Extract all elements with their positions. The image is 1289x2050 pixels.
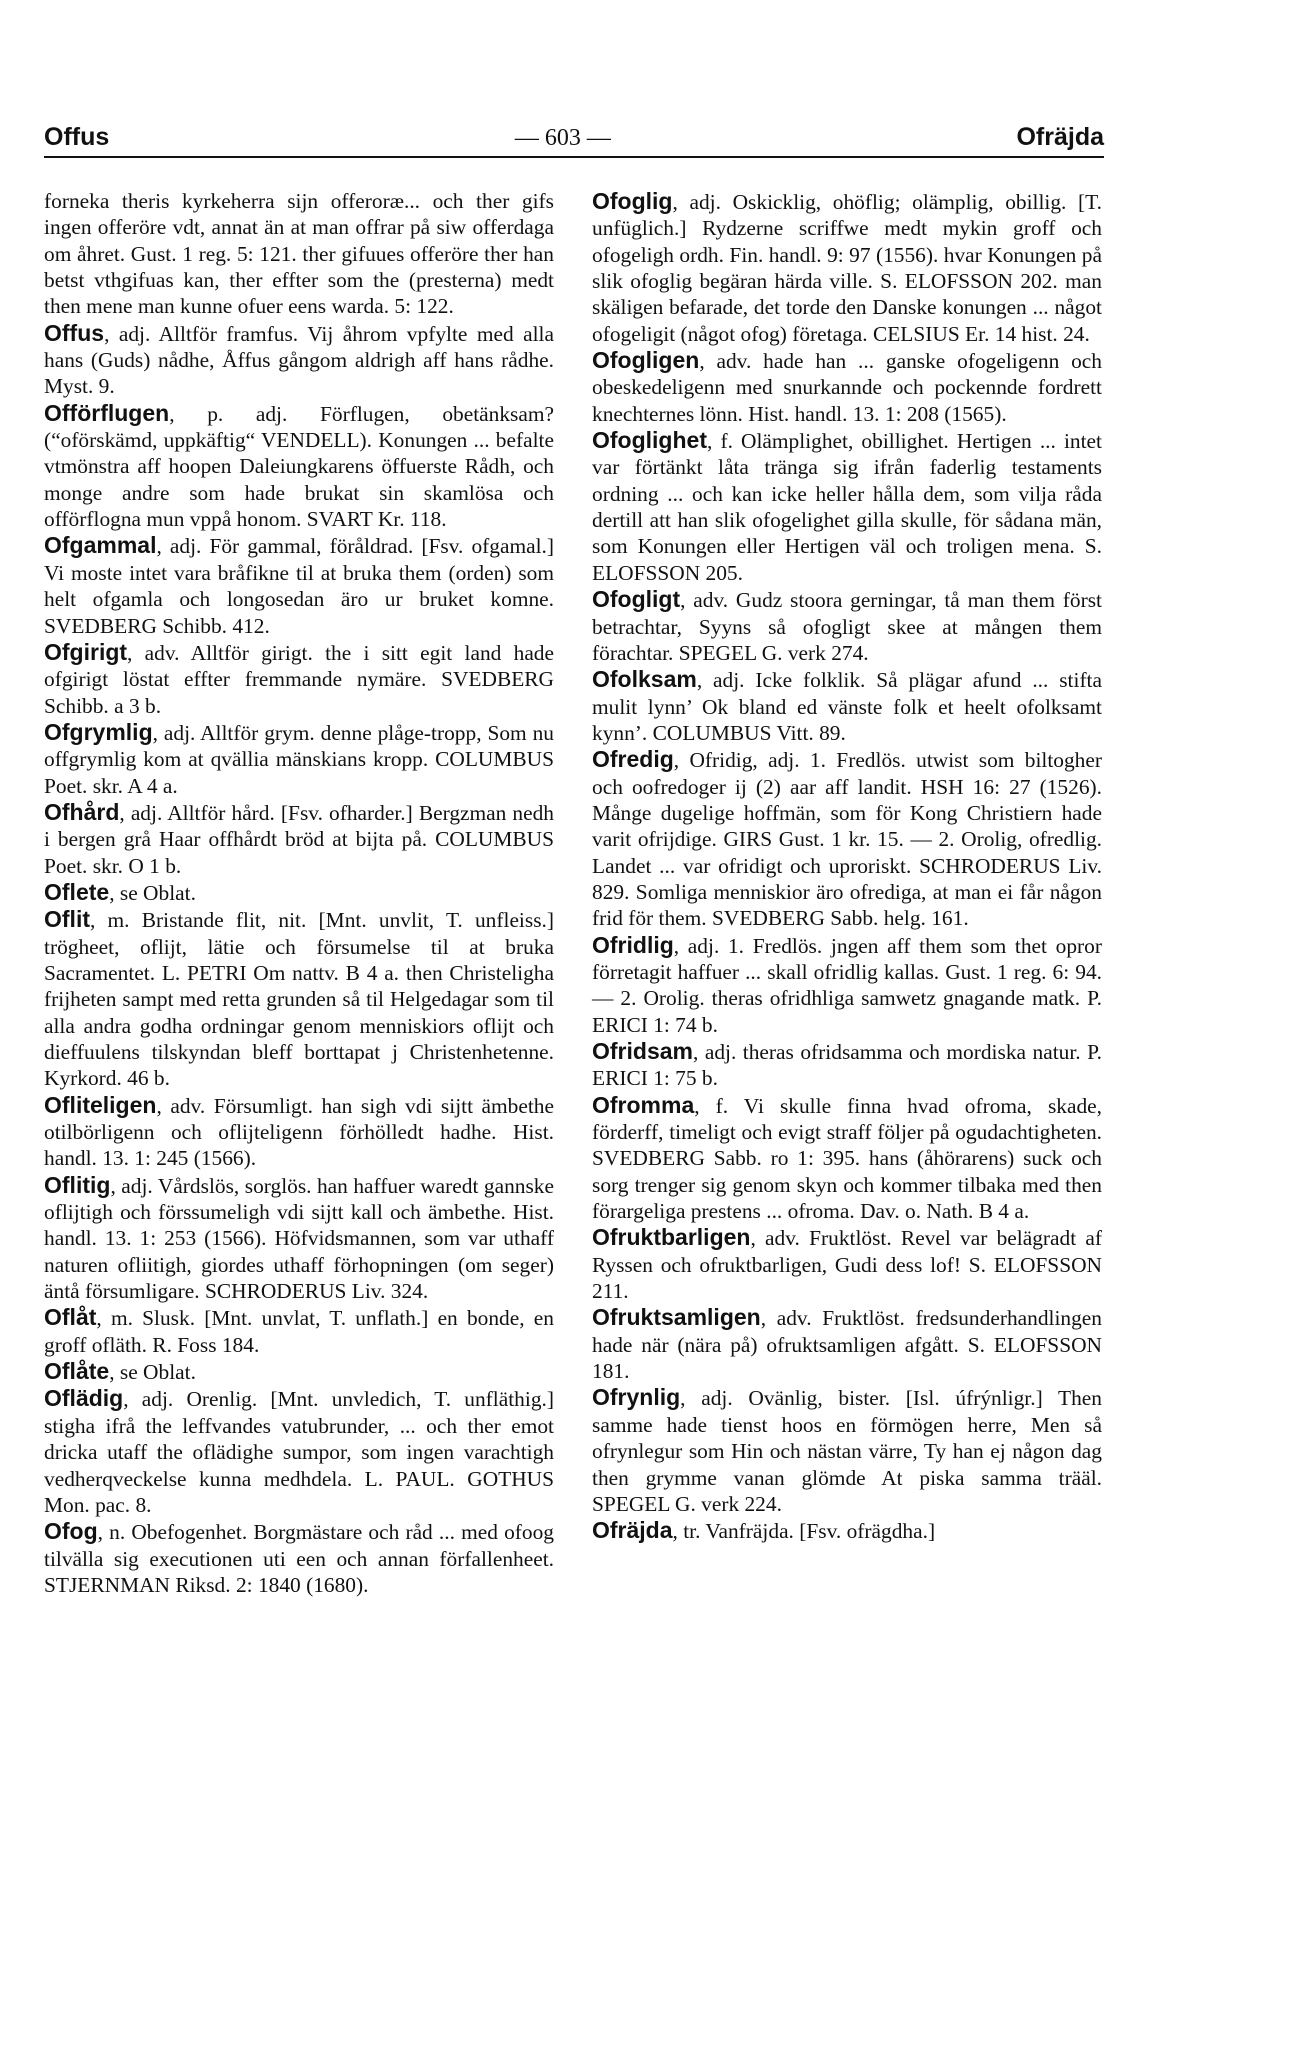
entry-headword: Oflete [44, 878, 110, 905]
running-header [44, 112, 1104, 158]
entry-headword: Ofolksam [592, 666, 697, 693]
entry-headword: Oflitig [44, 1171, 111, 1198]
entry-headword: Oflåt [44, 1304, 97, 1331]
entry-headword: Ofredig [592, 746, 674, 773]
entry-headword: Ofgrymlig [44, 718, 153, 745]
entry-text: Ofoglig, adj. Oskicklig, ohöflig; olämplig, obillig. [T. unfüglich.] Rydzerne scriffwe medt mykin groff och ofogeligh ordh. Fin. handl. 9: 97 (1556). hvar Konungen på slik ofoglig begäran härda ville. S. ELOFSSON 202. man skäligen befarade, det torde den Danske konungen ... något ofogeligit (något ofog) företaga. CELSIUS Er. 14 hist. 24. [592, 188, 1102, 346]
entry-headword: Ofruktsamligen [592, 1304, 761, 1331]
entry-headword: Ofruktbarligen [592, 1224, 751, 1251]
entry-headword: Ofgammal [44, 532, 157, 559]
entry-headword: Ofogligen [592, 347, 700, 374]
entry-headword: Ofoglig [592, 188, 673, 214]
entry-text: forneka theris kyrkeherra sijn offeroræ... och ther gifs ingen offeröre vdt, annat än at man offrar på siw offerdaga om åhret. Gust. 1 reg. 5: 121. ther gifuues offeröre ther han betst vthgifuas kan, ther effter som the (presterna) medt then mene man kunne ofuer eens warda. 5: 122. [44, 189, 554, 319]
entry-text: Ofgirigt, adv. Alltför girigt. the i sitt egit land hade ofgirigt löstat effter fremmande nymäre. SVEDBERG Schibb. a 3 b. [44, 638, 554, 718]
entry-headword: Ofoglighet [592, 427, 707, 454]
entry-text: Oflete, se Oblat. [44, 878, 196, 905]
entry-headword: Ofromma [592, 1091, 695, 1118]
entry-text: Oflåte, se Oblat. [44, 1358, 196, 1385]
entry-headword: Ofliteligen [44, 1091, 157, 1118]
entry-headword: Ofog [44, 1518, 98, 1545]
entry-text: Ofliteligen, adv. Försumligt. han sigh vdi sijtt ämbethe otilbörligenn och oflijteligenn förhölledt hadhe. Hist. handl. 13. 1: 245 (1566). [44, 1091, 554, 1171]
entry-headword: Ofridsam [592, 1038, 693, 1064]
header-right-headword: Ofräjda [1016, 123, 1104, 151]
entry-text: Oflitig, adj. Vårdslös, sorglös. han haffuer waredt gannske oflijtigh och förssumeligh vdi sijtt kall och ämbethe. Hist. handl. 13. 1: 253 (1566). Höfvidsmannen, som var uthaff naturen ofliitigh, giordes uthaff förhopningen (om seger) äntå försumligare. SCHRODERUS Liv. 324. [44, 1171, 554, 1304]
header-left-headword: Offus [44, 123, 110, 151]
left-column [44, 188, 554, 1598]
entry-text: Ofogligen, adv. hade han ... ganske ofogeligenn och obeskedeligenn med snurkannde och pockennde fordrett knechternes lönn. Hist. handl. 13. 1: 208 (1565). [592, 347, 1102, 426]
entry-headword: Ofgirigt [44, 638, 128, 665]
entry-text: Ofolksam, adj. Icke folklik. Så plägar afund ... stifta mulit lynn’ Ok bland ed vänste folk et heelt ofolksamt kynn’. COLUMBUS Vitt. 89. [592, 666, 1102, 745]
entry-text: Offus, adj. Alltför framfus. Vij åhrom vpfylte med alla hans (Guds) nådhe, Åffus gångom aldrigh aff hans rådhe. Myst. 9. [44, 319, 554, 399]
entry-text: Ofogligt, adv. Gudz stoora gerningar, tå man them först betrachtar, Syyns så ofogligt skee at mången them förachtar. SPEGEL G. verk 274. [592, 586, 1102, 665]
entry-text: Ofgrymlig, adj. Alltför grym. denne plåge-tropp, Som nu offgrymlig kom at qvällia mänskians kropp. COLUMBUS Poet. skr. A 4 a. [44, 718, 554, 798]
entry-headword: Ofridlig [592, 931, 674, 958]
entry-text: Ofridlig, adj. 1. Fredlös. jngen aff them som thet opror förretagit haffuer ... skall ofridlig kallas. Gust. 1 reg. 6: 94. — 2. Orolig. theras ofridhliga samwetz gnagande matk. P. ERICI 1: 74 b. [592, 931, 1102, 1037]
entry-text: Offörflugen, p. adj. Förflugen, obetänksam? (“oförskämd, uppkäftig“ VENDELL). Konungen ... befalte vtmönstra aff hoopen Daleiungkarens öffuerste Rådh, och monge andre som hade brukat sin skamlösa och offörflogna mun vppå honom. SVART Kr. 118. [44, 399, 554, 532]
entry-headword: Offörflugen [44, 399, 170, 426]
entry-text: Ofruktsamligen, adv. Fruktlöst. fredsunderhandlingen hade när (nära på) ofruktsamligen afgått. S. ELOFSSON 181. [592, 1304, 1102, 1384]
entry-headword: Oflädig [44, 1385, 124, 1412]
entry-headword: Oflåte [44, 1358, 110, 1385]
entry-text: Ofhård, adj. Alltför hård. [Fsv. ofharder.] Bergzman nedh i bergen grå Haar offhårdt bröd at bijta på. COLUMBUS Poet. skr. O 1 b. [44, 798, 554, 878]
entry-text: Ofridsam, adj. theras ofridsamma och mordiska natur. P. ERICI 1: 75 b. [592, 1038, 1102, 1091]
entry-text: Oflit, m. Bristande flit, nit. [Mnt. unvlit, T. unfleiss.] trögheet, oflijt, lätie och försumelse til at bruka Sacramentet. L. PETRI Om nattv. B 4 a. then Christeligha frijheten sampt med retta grunden så til Helgedagar som til alla andra godha ordningar genom menniskiors oflijt och dieffuulens tilskyndan bleff borttapat j Christenhetenne. Kyrkord. 46 b. [44, 906, 554, 1091]
entry-headword: Ofrynlig [592, 1384, 681, 1411]
entry-text: Oflädig, adj. Orenlig. [Mnt. unvledich, T. unfläthig.] stigha ifrå the leffvandes vatubrunder, ... och ther emot dricka utaff the oflädighe sumpor, som ingen varachtigh vedherqveckelse kunna medhdela. L. PAUL. GOTHUS Mon. pac. 8. [44, 1385, 554, 1517]
entry-text: Ofoglighet, f. Olämplighet, obillighet. Hertigen ... intet var förtänkt låta tränga sig ifrån faderlig testaments ordning ... och kan icke heller hålla dem, som vilja råda dertill att han slik ofogelighet gilla skulle, för sådana män, som Konungen eller Hertigen väl och troligen mena. S. ELOFSSON 205. [592, 427, 1102, 585]
entry-text: Oflåt, m. Slusk. [Mnt. unvlat, T. unflath.] en bonde, en groff ofläth. R. Foss 184. [44, 1304, 554, 1357]
entry-text: Ofräjda, tr. Vanfräjda. [Fsv. ofrägdha.] [592, 1517, 936, 1544]
page-number: — 603 — [514, 125, 611, 151]
entry-headword: Offus [44, 319, 105, 346]
entry-headword: Oflit [44, 906, 90, 933]
entry-text: Ofog, n. Obefogenhet. Borgmästare och råd ... med ofoog tilvälla sig executionen uti een och annan förfallenheet. STJERNMAN Riksd. 2: 1840 (1680). [44, 1518, 554, 1597]
entry-text: Ofredig, Ofridig, adj. 1. Fredlös. utwist som biltogher och oofredoger ij (2) aar aff landit. HSH 16: 27 (1526). Månge dugelige hoffmän, som för Kong Christiern hade varit ofrijdige. GIRS Gust. 1 kr. 15. — 2. Orolig, ofredlig. Landet ... var ofridigt och uproriskt. SCHRODERUS Liv. 829. Somliga menniskior äro ofrediga, at man ei får någon frid för them. SVEDBERG Sabb. helg. 161. [592, 746, 1102, 931]
entry-headword: Ofogligt [592, 586, 681, 613]
entry-headword: Ofhård [44, 798, 120, 825]
entry-text: Ofruktbarligen, adv. Fruktlöst. Revel var belägradt af Ryssen och ofruktbarligen, Gudi dess lof! S. ELOFSSON 211. [592, 1224, 1102, 1304]
entry-text: Ofgammal, adj. För gammal, föråldrad. [Fsv. ofgamal.] Vi moste intet vara bråfikne til at bruka them (orden) som helt ofgamla och longosedan äro ur bruket komne. SVEDBERG Schibb. 412. [44, 532, 554, 638]
entry-headword: Ofräjda [592, 1517, 673, 1544]
right-column [592, 188, 1102, 1545]
entry-text: Ofrynlig, adj. Ovänlig, bister. [Isl. úfrýnligr.] Then samme hade tienst hoos en förmögen herre, Men så ofrynlegur som Hin och nästan värre, Ty han ej någon dag then grymme vanan glömde At piska samma trääl. SPEGEL G. verk 224. [592, 1384, 1102, 1516]
entry-text: Ofromma, f. Vi skulle finna hvad ofroma, skade, förderff, timeligt och evigt straff följer på ogudachtigheten. SVEDBERG Sabb. ro 1: 395. hans (åhörarens) suck och sorg trenger sig genom skyn och kommer tilbaka med then förargeliga prestens ... ofroma. Dav. o. Nath. B 4 a. [592, 1091, 1102, 1224]
